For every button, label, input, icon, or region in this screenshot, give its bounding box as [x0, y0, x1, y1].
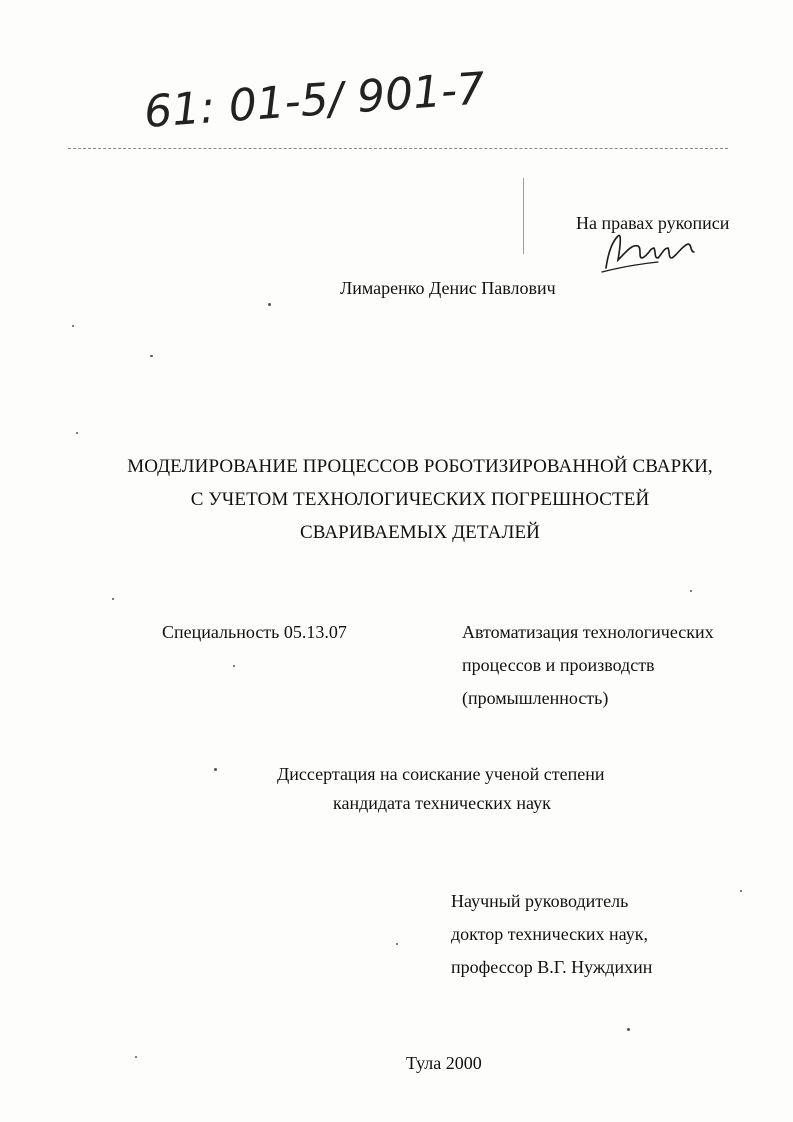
dissertation-title-line-2: С УЧЕТОМ ТЕХНОЛОГИЧЕСКИХ ПОГРЕШНОСТЕЙ — [190, 489, 650, 510]
scan-speck — [135, 1056, 137, 1058]
scan-speck — [76, 432, 78, 434]
specialty-code: Специальность 05.13.07 — [162, 622, 347, 642]
specialty-name-line-1: Автоматизация технологических — [462, 622, 714, 642]
supervisor-line-2: доктор технических наук, — [451, 924, 648, 944]
manuscript-rights-note: На правах рукописи — [576, 213, 730, 233]
scan-speck — [72, 325, 74, 327]
scan-speck — [150, 355, 153, 357]
scan-speck — [396, 943, 398, 945]
scan-speck — [233, 665, 235, 667]
scan-speck — [627, 1028, 630, 1031]
supervisor-line-3: профессор В.Г. Нуждихин — [451, 957, 653, 977]
dissertation-title-line-3: СВАРИВАЕМЫХ ДЕТАЛЕЙ — [300, 522, 540, 543]
dissertation-title-line-1: МОДЕЛИРОВАНИЕ ПРОЦЕССОВ РОБОТИЗИРОВАННОЙ СВАРКИ, — [127, 456, 713, 477]
author-name: Лимаренко Денис Павлович — [340, 278, 556, 298]
scan-divider-line — [68, 148, 728, 149]
specialty-name-line-3: (промышленность) — [462, 688, 609, 708]
supervisor-line-1: Научный руководитель — [451, 891, 629, 911]
scan-speck — [740, 890, 742, 892]
scan-speck — [214, 768, 217, 771]
scan-speck — [268, 303, 271, 306]
degree-statement-line-2: кандидата технических наук — [333, 793, 551, 813]
scan-mark — [523, 178, 524, 254]
specialty-name-line-2: процессов и производств — [462, 655, 655, 675]
handwritten-archive-code — [140, 58, 520, 148]
scan-speck — [690, 590, 692, 592]
degree-statement-line-1: Диссертация на соискание ученой степени — [277, 764, 605, 784]
scan-speck — [112, 598, 114, 600]
archive-code-text: 61: 01-5/ 901-7 — [142, 63, 487, 138]
city-year: Тула 2000 — [406, 1053, 482, 1073]
handwritten-signature — [598, 218, 708, 280]
